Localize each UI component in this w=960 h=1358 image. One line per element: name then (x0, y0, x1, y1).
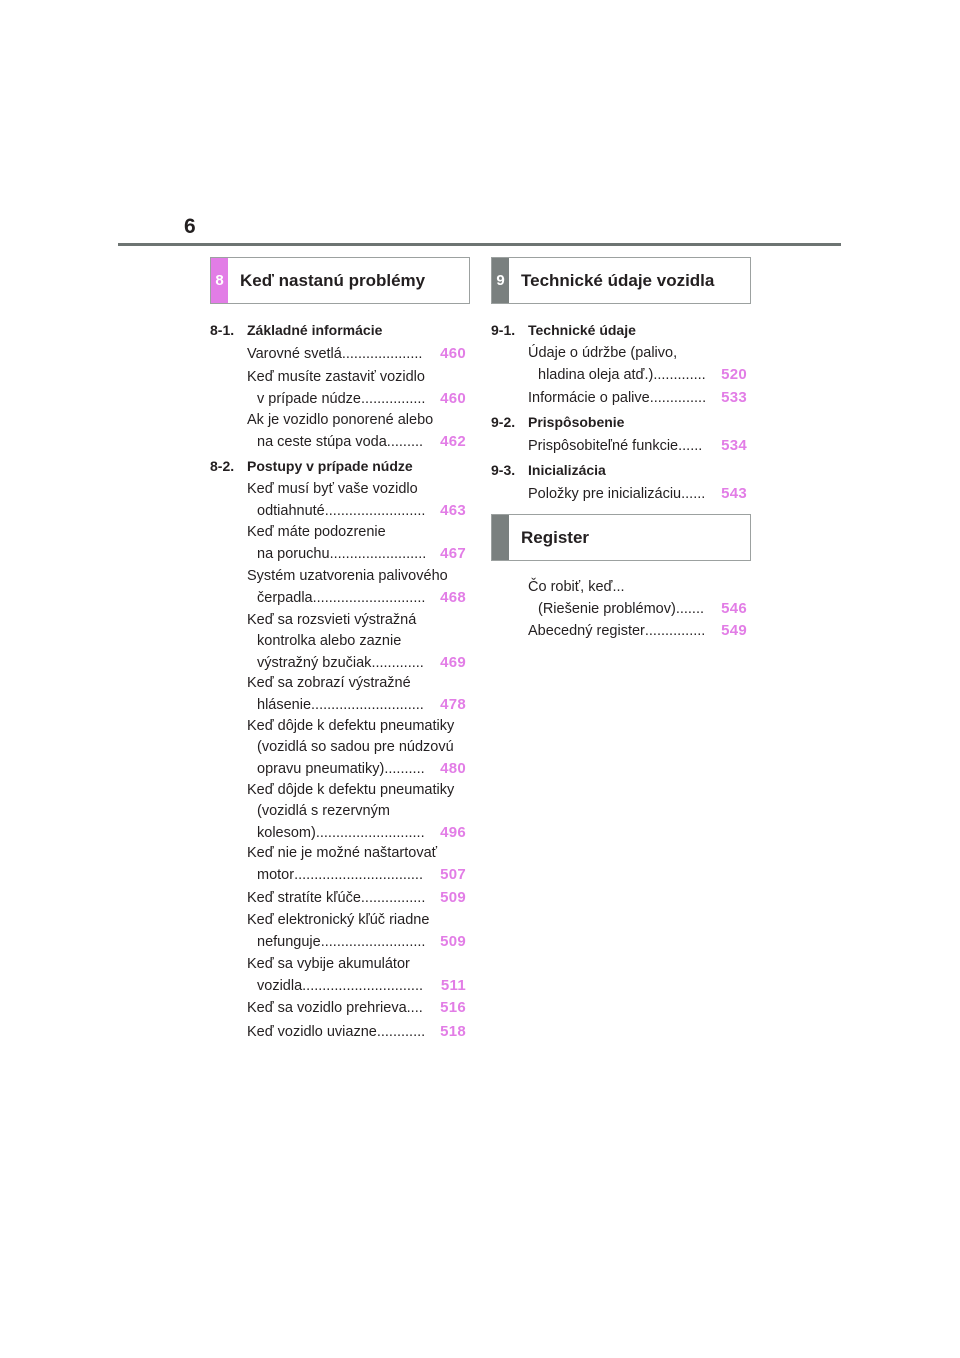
leader-dots: ......... (386, 434, 424, 450)
toc-entry[interactable] (247, 843, 466, 886)
chapter-9-title: Technické údaje vozidla (521, 270, 715, 290)
header-rule (118, 243, 841, 246)
page-reference-link[interactable]: 469 (440, 654, 466, 671)
toc-entry-line: Keď nie je možné naštartovať (247, 845, 438, 861)
toc-entry-text: (Riešenie problémov) (538, 601, 676, 617)
section-title: 8-1. Základné informácie (210, 322, 383, 338)
toc-entry[interactable] (247, 610, 466, 674)
page-reference-link[interactable]: 509 (440, 889, 466, 906)
toc-entry-text: hladina oleja atď.) (538, 367, 654, 383)
page-reference-link[interactable]: 543 (721, 485, 747, 502)
toc-entry-line: Systém uzatvorenia palivového (247, 568, 448, 584)
toc-entry-text: Abecedný register (528, 623, 645, 639)
toc-entry[interactable] (247, 566, 466, 609)
toc-entry-line: Ak je vozidlo ponorené alebo (247, 412, 434, 428)
toc-entry-line (247, 431, 466, 453)
register-title: Register (521, 527, 590, 547)
toc-entry-line (247, 887, 466, 909)
toc-entry-line (528, 387, 747, 409)
toc-entry-line (247, 343, 466, 365)
toc-entry[interactable] (247, 522, 466, 565)
leader-dots: ............................ (312, 590, 426, 606)
leader-dots: ............. (653, 367, 706, 383)
toc-entry-line: (vozidlá so sadou pre núdzovú (257, 739, 454, 755)
page-reference-link[interactable]: 463 (440, 502, 466, 519)
toc-entry-text: Položky pre inicializáciu (528, 486, 682, 502)
leader-dots: .................... (341, 346, 423, 362)
page-reference-link[interactable]: 546 (721, 600, 747, 617)
leader-dots: .............................. (302, 978, 423, 994)
toc-entry-text: na ceste stúpa voda (257, 434, 387, 450)
toc-entry[interactable] (247, 997, 466, 1019)
toc-entry-line (247, 931, 466, 953)
toc-entry-text: Keď vozidlo uviazne (247, 1024, 377, 1040)
page-reference-link[interactable]: 460 (440, 390, 466, 407)
toc-entry-text: Prispôsobiteľné funkcie (528, 438, 679, 454)
toc-entry-line: Údaje o údržbe (palivo, (528, 345, 678, 361)
toc-entry[interactable] (528, 387, 747, 409)
toc-entry[interactable] (528, 620, 747, 642)
page-reference-link[interactable]: 511 (440, 977, 466, 994)
page-reference-link[interactable]: 509 (440, 933, 466, 950)
leader-dots: ............... (644, 623, 706, 639)
toc-entry-line: Keď dôjde k defektu pneumatiky (247, 718, 455, 734)
page-reference-link[interactable]: 462 (440, 433, 466, 450)
page-reference-link[interactable]: 460 (440, 345, 466, 362)
chapter-8-title: Keď nastanú problémy (240, 270, 426, 290)
toc-entry-text: v prípade núdze (257, 391, 361, 407)
toc-entry-line (528, 620, 747, 642)
toc-entry[interactable] (247, 410, 466, 453)
section-title: 9-2. Prispôsobenie (491, 414, 625, 430)
toc-entry-line (528, 364, 747, 386)
toc-entry[interactable] (528, 343, 747, 386)
toc-entry-text: Informácie o palive (528, 390, 650, 406)
leader-dots: .... (406, 1000, 423, 1016)
page-reference-link[interactable]: 534 (721, 437, 747, 454)
toc-entry-text: kolesom) (257, 825, 316, 841)
leader-dots: ...... (681, 486, 706, 502)
toc-entry-line: Keď sa zobrazí výstražné (247, 675, 411, 691)
leader-dots: ............ (376, 1024, 426, 1040)
toc-entry[interactable] (247, 716, 466, 780)
toc-entry[interactable] (247, 887, 466, 909)
register-tab (492, 515, 509, 560)
leader-dots: ................................ (294, 867, 423, 883)
page-reference-link[interactable]: 516 (440, 999, 466, 1016)
page-reference-link[interactable]: 520 (721, 366, 747, 383)
toc-entry-text: Varovné svetlá (247, 346, 342, 362)
toc-entry-line (247, 822, 466, 844)
toc-entry-line: Keď sa vybije akumulátor (247, 956, 410, 972)
toc-entry-line (247, 864, 466, 886)
page-reference-link[interactable]: 468 (440, 589, 466, 606)
leader-dots: ........................ (329, 546, 427, 562)
chapter-9-tab: 9 (492, 258, 509, 303)
toc-entry-text: vozidla (257, 978, 303, 994)
page-reference-link[interactable]: 533 (721, 389, 747, 406)
page-reference-link[interactable]: 478 (440, 696, 466, 713)
leader-dots: .............. (649, 390, 707, 406)
toc-entry-text: hlásenie (257, 697, 312, 713)
toc-entry-text: nefunguje (257, 934, 321, 950)
leader-dots: ................ (360, 890, 426, 906)
leader-dots: ......................... (324, 503, 426, 519)
toc-entry-text: motor (257, 867, 295, 883)
toc-entry-line (247, 694, 466, 716)
leader-dots: .......................... (320, 934, 426, 950)
toc-entry-line (247, 587, 466, 609)
toc-entry[interactable] (528, 577, 747, 620)
toc-entry-line (247, 652, 466, 674)
toc-entry[interactable] (247, 954, 466, 997)
toc-entry-line: Čo robiť, keď... (528, 579, 625, 595)
page-reference-link[interactable]: 496 (440, 824, 466, 841)
toc-entry-line: Keď elektronický kľúč riadne (247, 912, 430, 928)
chapter-9-header[interactable] (491, 257, 751, 304)
toc-entry[interactable] (528, 483, 747, 505)
toc-entry-line: Keď musí byť vaše vozidlo (247, 481, 418, 497)
toc-entry-line: Keď sa rozsvieti výstražná (247, 612, 417, 628)
leader-dots: .......... (384, 761, 425, 777)
toc-entry-line: (vozidlá s rezervným (257, 803, 390, 819)
page-reference-link[interactable]: 467 (440, 545, 466, 562)
toc-entry-line: kontrolka alebo zaznie (257, 633, 402, 649)
leader-dots: ................ (361, 391, 426, 407)
toc-entry-line: Keď máte podozrenie (247, 524, 386, 540)
toc-entry[interactable] (528, 435, 747, 457)
toc-entry-line (528, 598, 747, 620)
toc-entry-line (247, 758, 466, 780)
toc-entry-line (528, 483, 747, 505)
section-title: 8-2. Postupy v prípade núdze (210, 458, 413, 474)
leader-dots: ...... (678, 438, 703, 454)
toc-entry-text: na poruchu (257, 546, 330, 562)
toc-entry-text: čerpadla (257, 590, 313, 606)
toc-entry[interactable] (247, 343, 466, 365)
toc-entry-line (528, 435, 747, 457)
toc-entry[interactable] (247, 479, 466, 522)
leader-dots: ........................... (315, 825, 425, 841)
toc-entry-line (247, 997, 466, 1019)
leader-dots: ............................ (311, 697, 424, 713)
toc-entry-line (247, 975, 466, 997)
page-number: 6 (184, 215, 196, 238)
leader-dots: ............. (371, 655, 424, 671)
chapter-8-tab: 8 (211, 258, 228, 303)
page-reference-link[interactable]: 549 (721, 622, 747, 639)
toc-entry[interactable] (247, 780, 466, 844)
page-reference-link[interactable]: 507 (440, 866, 466, 883)
toc-entry-text: Keď stratíte kľúče (247, 890, 361, 906)
chapter-8-header[interactable] (210, 257, 470, 304)
toc-entry-line (247, 388, 466, 410)
section-title: 9-3. Inicializácia (491, 462, 606, 478)
page-reference-link[interactable]: 480 (440, 760, 466, 777)
toc-entry-text: opravu pneumatiky) (257, 761, 385, 777)
toc-entry[interactable] (247, 367, 466, 410)
toc-entry[interactable] (247, 673, 466, 716)
page-reference-link[interactable]: 518 (440, 1023, 466, 1040)
toc-entry-line: Keď dôjde k defektu pneumatiky (247, 782, 455, 798)
section-title: 9-1. Technické údaje (491, 322, 636, 338)
toc-entry-text: výstražný bzučiak (257, 655, 372, 671)
toc-entry-text: odtiahnuté (257, 503, 325, 519)
toc-entry-line: Keď musíte zastaviť vozidlo (247, 369, 425, 385)
register-header[interactable] (491, 514, 751, 561)
toc-entry-line (247, 500, 466, 522)
toc-entry-line (247, 1021, 466, 1043)
toc-entry[interactable] (247, 910, 466, 953)
toc-entry[interactable] (247, 1021, 466, 1043)
leader-dots: ....... (675, 601, 705, 617)
toc-entry-text: Keď sa vozidlo prehrieva (247, 1000, 407, 1016)
toc-entry-line (247, 543, 466, 565)
